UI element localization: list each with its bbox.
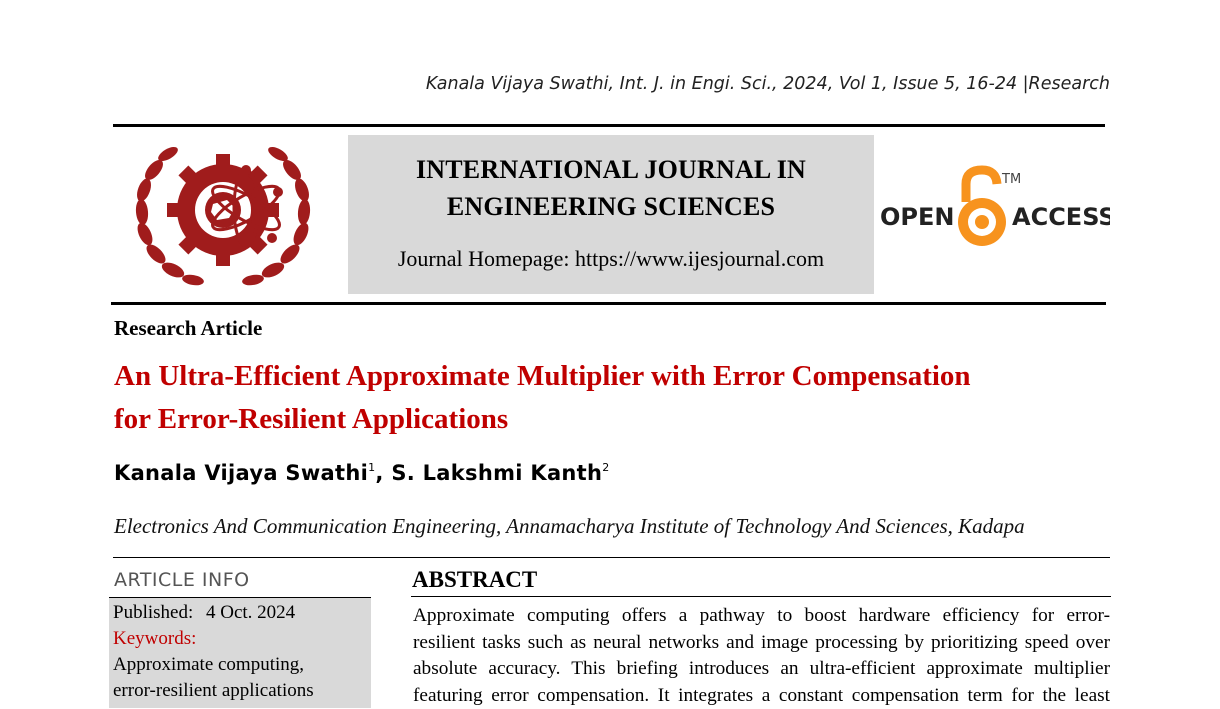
section-divider bbox=[113, 557, 1110, 558]
abstract-line: absolute accuracy. This briefing introduces an ultra-efficient approximate multiplier bbox=[413, 656, 1110, 683]
author-affiliation: Electronics And Communication Engineering, Annamacharya Institute of Technology And Sciences, Kadapa bbox=[114, 514, 1025, 539]
open-access-word-access: ACCESS bbox=[1012, 203, 1110, 231]
keywords-line: Approximate computing, bbox=[113, 654, 304, 676]
journal-emblem-icon bbox=[128, 134, 318, 294]
journal-homepage: Journal Homepage: https://www.ijesjournal.com bbox=[348, 246, 874, 272]
article-type: Research Article bbox=[114, 316, 262, 341]
author-name: S. Lakshmi Kanth bbox=[391, 461, 602, 485]
header-top-rule bbox=[113, 124, 1105, 127]
header-bottom-rule bbox=[111, 302, 1106, 305]
author-separator: , bbox=[375, 461, 391, 485]
trademark-mark: TM bbox=[1001, 172, 1021, 187]
article-info-box bbox=[109, 597, 371, 708]
journal-banner bbox=[348, 135, 874, 294]
author-name: Kanala Vijaya Swathi bbox=[114, 461, 368, 485]
article-title bbox=[114, 355, 1104, 441]
journal-title-line2: ENGINEERING SCIENCES bbox=[348, 188, 874, 225]
abstract-rule bbox=[411, 596, 1111, 597]
abstract-line: featuring error compensation. It integrates a constant compensation term for the least bbox=[413, 683, 1110, 709]
keywords-line: error-resilient applications bbox=[113, 680, 314, 702]
abstract-body bbox=[413, 603, 1110, 709]
abstract-line: Approximate computing offers a pathway to boost hardware efficiency for error- bbox=[413, 603, 1110, 630]
running-header-citation: Kanala Vijaya Swathi, Int. J. in Engi. Sci., 2024, Vol 1, Issue 5, 16-24 |Research bbox=[420, 74, 1110, 94]
published-date: 4 Oct. 2024 bbox=[206, 602, 295, 623]
abstract-line: resilient tasks such as neural networks and image processing by prioritizing speed over bbox=[413, 630, 1110, 657]
author-list bbox=[114, 461, 610, 485]
article-info-heading: ARTICLE INFO bbox=[114, 569, 250, 591]
article-title-line2: for Error-Resilient Applications bbox=[114, 398, 1104, 441]
journal-logo bbox=[128, 134, 318, 294]
journal-title bbox=[348, 151, 874, 225]
author-affiliation-mark: 2 bbox=[602, 461, 609, 474]
published-row bbox=[113, 602, 295, 624]
keywords-label: Keywords: bbox=[113, 628, 196, 650]
author-affiliation-mark: 1 bbox=[368, 461, 375, 474]
article-title-line1: An Ultra-Efficient Approximate Multiplier with Error Compensation bbox=[114, 355, 1104, 398]
abstract-heading: ABSTRACT bbox=[412, 567, 537, 593]
open-access-lock-icon bbox=[958, 170, 1006, 246]
open-access-logo bbox=[878, 162, 1110, 254]
open-access-word-open: OPEN bbox=[880, 203, 954, 231]
published-label: Published: bbox=[113, 602, 193, 623]
journal-title-line1: INTERNATIONAL JOURNAL IN bbox=[348, 151, 874, 188]
